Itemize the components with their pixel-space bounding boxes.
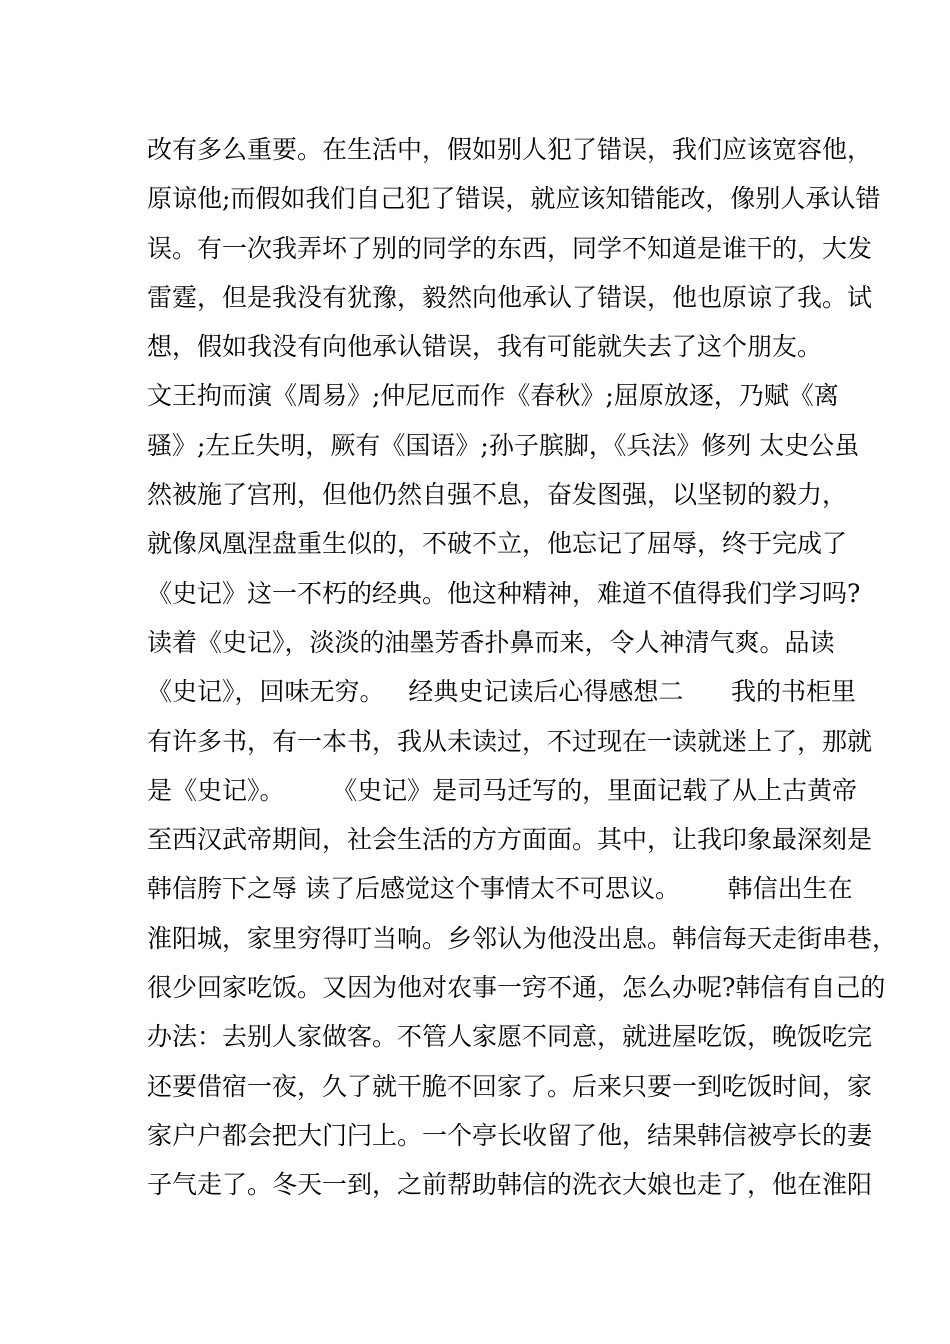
text-line: 办法：去别人家做客。不管人家愿不同意，就进屋吃饭，晚饭吃完: [147, 1022, 873, 1052]
body-text: [147, 131, 898, 1216]
text-line: 至西汉武帝期间，社会生活的方方面面。其中，让我印象最深刻是: [147, 825, 873, 855]
text-line: 子气走了。冬天一到，之前帮助韩信的洗衣大娘也走了，他在淮阳: [147, 1170, 873, 1200]
text-line: 很少回家吃饭。又因为他对农事一窍不通，怎么办呢?韩信有自己的: [147, 973, 886, 1003]
text-line: 读着《史记》，淡淡的油墨芳香扑鼻而来，令人神清气爽。品读: [147, 627, 835, 657]
text-line: 然被施了宫刑，但他仍然自强不息，奋发图强，以坚韧的毅力，: [147, 480, 848, 510]
text-line: 是《史记》。 《史记》是司马迁写的，里面记载了从上古黄帝: [147, 775, 858, 805]
text-line: 韩信胯下之辱 读了后感觉这个事情太不可思议。 韩信出生在: [147, 874, 853, 904]
text-line: 雷霆，但是我没有犹豫，毅然向他承认了错误，他也原谅了我。试: [147, 282, 873, 312]
text-line: 《史记》这一不朽的经典。他这种精神，难道不值得我们学习吗?: [147, 578, 861, 608]
text-line: 原谅他;而假如我们自己犯了错误，就应该知错能改，像别人承认错: [147, 184, 881, 214]
text-line: 想，假如我没有向他承认错误，我有可能就失去了这个朋友。: [147, 332, 823, 362]
text-line: 还要借宿一夜，久了就干脆不回家了。后来只要一到吃饭时间，家: [147, 1071, 873, 1101]
text-line: 有许多书，有一本书，我从未读过，不过现在一读就迷上了，那就: [147, 726, 873, 756]
text-line: 骚》;左丘失明，厥有《国语》;孙子膑脚，《兵法》修列 太史公虽: [147, 430, 860, 460]
text-line: 就像凤凰涅盘重生似的，不破不立，他忘记了屈辱，终于完成了: [147, 529, 848, 559]
text-line: 误。有一次我弄坏了别的同学的东西，同学不知道是谁干的，大发: [147, 233, 873, 263]
text-line: 《史记》，回味无穷。 经典史记读后心得感想二 我的书柜里: [147, 677, 857, 707]
text-line: 家户户都会把大门闩上。一个亭长收留了他，结果韩信被亭长的妻: [147, 1120, 873, 1150]
text-line: 改有多么重要。在生活中，假如别人犯了错误，我们应该宽容他，: [147, 135, 873, 164]
text-line: 文王拘而演《周易》;仲尼厄而作《春秋》;屈原放逐，乃赋《离: [147, 381, 839, 411]
text-line: 淮阳城，家里穷得叮当响。乡邻认为他没出息。韩信每天走街串巷，: [147, 923, 898, 953]
